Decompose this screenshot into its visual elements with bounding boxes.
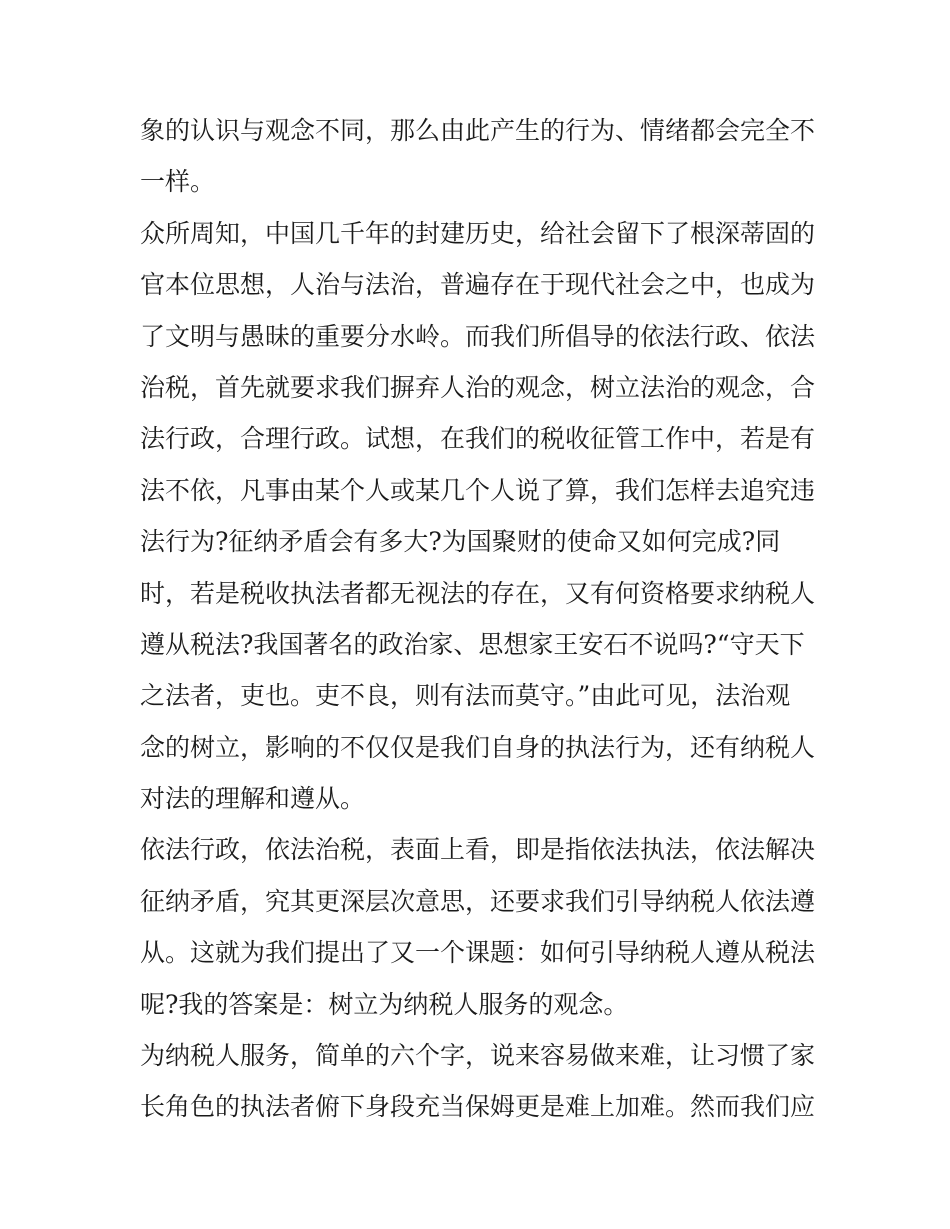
text-line: 法不依，凡事由某个人或某几个人说了算，我们怎样去追究违 [140, 475, 816, 505]
text-line: 时，若是税收执法者都无视法的存在，又有何资格要求纳税人 [140, 578, 816, 608]
text-line: 遵从税法?我国著名的政治家、思想家王安石不说吗?“守天下 [140, 629, 805, 659]
text-line: 官本位思想，人治与法治，普遍存在于现代社会之中，也成为 [140, 270, 816, 300]
text-line: 为纳税人服务，简单的六个字，说来容易做来难，让习惯了家 [140, 1041, 816, 1071]
text-line: 治税，首先就要求我们摒弃人治的观念，树立法治的观念，合 [140, 372, 816, 402]
text-line: 了文明与愚昧的重要分水岭。而我们所倡导的依法行政、依法 [140, 321, 816, 351]
text-line: 对法的理解和遵从。 [140, 784, 366, 814]
text-line: 法行为?征纳矛盾会有多大?为国聚财的使命又如何完成?同 [140, 527, 781, 557]
body-text [140, 105, 820, 1133]
text-line: 象的认识与观念不同，那么由此产生的行为、情绪都会完全不 [140, 116, 816, 145]
text-line: 之法者，吏也。吏不良，则有法而莫守。”由此可见，法治观 [140, 681, 791, 711]
text-line: 征纳矛盾，究其更深层次意思，还要求我们引导纳税人依法遵 [140, 886, 816, 916]
text-line: 一样。 [140, 167, 216, 197]
text-line: 众所周知，中国几千年的封建历史，给社会留下了根深蒂固的 [140, 218, 816, 248]
text-line: 法行政，合理行政。试想，在我们的税收征管工作中，若是有 [140, 424, 816, 454]
text-line: 念的树立，影响的不仅仅是我们自身的执法行为，还有纳税人 [140, 732, 816, 762]
text-line: 长角色的执法者俯下身段充当保姆更是难上加难。然而我们应 [140, 1092, 816, 1122]
text-line: 依法行政，依法治税，表面上看，即是指依法执法，依法解决 [140, 835, 816, 865]
text-line: 从。这就为我们提出了又一个课题：如何引导纳税人遵从税法 [140, 938, 816, 968]
text-line: 呢?我的答案是：树立为纳税人服务的观念。 [140, 989, 629, 1019]
